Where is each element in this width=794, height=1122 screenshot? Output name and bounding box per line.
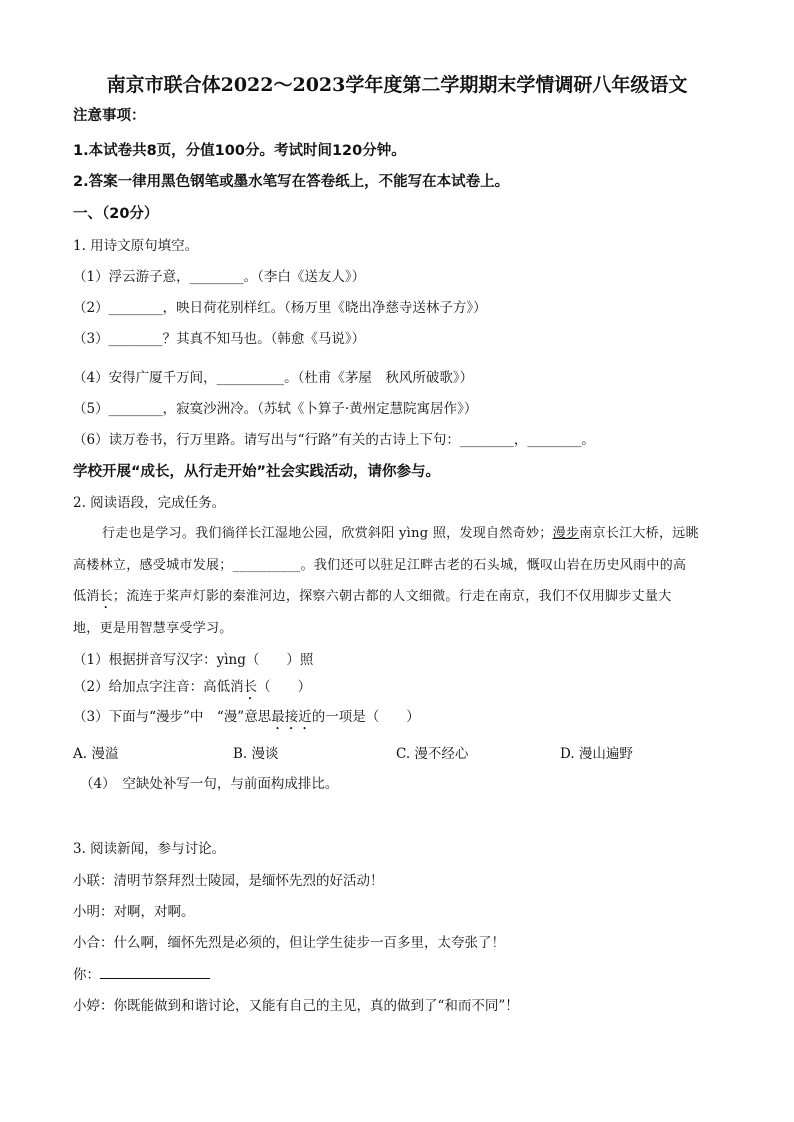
q2-stem: 2. 阅读语段，完成任务。 [73,495,226,511]
notice-item: 1.本试卷共8页，分值100分。考试时间120分钟。 [73,143,406,159]
dialogue-line: 小明：对啊，对啊。 [73,904,195,920]
notice-item: 2.答案一律用黑色钢笔或墨水笔写在答卷纸上，不能写在本试卷上。 [73,174,510,190]
dotted-text: 最接近 [271,709,312,725]
q1-item: （1）浮云游子意，________。（李白《送友人》） [73,269,366,285]
dotted-char: 长 [243,679,258,695]
passage-line: 低消长；流连于桨声灯影的秦淮河边，探察六朝古都的人文细微。行走在南京，我们不仅用脚步丈量大 [73,589,672,604]
q1-item: （3）________？其真不知马也。（韩愈《马说》） [73,331,366,347]
q1-stem: 1. 用诗文原句填空。 [73,238,199,254]
underlined-word: 漫步 [552,526,580,541]
answer-blank: ________ [459,432,514,448]
dialogue-line: 小联：清明节祭拜烈士陵园，是缅怀先烈的好活动！ [73,873,384,889]
answer-blank: ________ [108,401,163,417]
page-title: 南京市联合体2022～2023学年度第二学期期末学情调研八年级语文 [106,74,688,96]
q1-item: （4）安得广厦千万间，__________。（杜甫《茅屋 秋风所破歌》） [73,370,474,386]
answer-blank: ________ [527,432,582,448]
q2-sub: （1）根据拼音写汉字：yìng（ ）照 [73,652,314,668]
answer-blank: __________ [232,558,301,573]
answer-blank: ________ [108,331,163,347]
passage-line: 行走也是学习。我们徜徉长江湿地公园，欣赏斜阳 yìng 照，发现自然奇妙；漫步南京长江大桥，远眺 [102,526,699,541]
dialogue-line: 小合：什么啊，缅怀先烈是必须的，但让学生徒步一百多里，太夸张了！ [73,935,505,951]
option-c: C. 漫不经心 [396,746,469,762]
section-heading: 一、（20分） [73,206,159,222]
q2-sub: （3）下面与“漫步”中 “漫”意思最接近的一项是（ ） [73,709,420,725]
option-b: B. 漫谈 [233,746,279,762]
answer-blank: __________ [216,370,285,386]
q2-sub: （2）给加点字注音：高低消长（ ） [73,679,312,695]
q1-item: （2）________，映日荷花别样红。（杨万里《晓出净慈寺送林子方》） [73,300,487,316]
dotted-char: 长 [99,589,113,604]
option-a: A. 漫溢 [73,746,119,762]
answer-line [100,965,210,979]
passage-line: 高楼林立，感受城市发展；__________。我们还可以驻足江畔古老的石头城，慨叹山岩在历史风雨中的高 [73,558,687,573]
q3-stem: 3. 阅读新闻，参与讨论。 [73,841,226,857]
passage-line: 地，更是用智慧享受学习。 [73,621,233,636]
q1-item: （6）读万卷书，行万里路。请写出与“行路”有关的古诗上下句：________，________。 [73,432,595,448]
dialogue-line: 你： [73,965,210,984]
activity-heading: 学校开展“成长，从行走开始”社会实践活动，请你参与。 [73,464,441,480]
option-d: D. 漫山遍野 [560,746,633,762]
q1-item: （5）________，寂寞沙洲冷。（苏轼《卜算子·黄州定慧院寓居作》） [73,401,478,417]
dialogue-line: 小婷：你既能做到和谐讨论，又能有自己的主见，真的做到了“和而不同”！ [73,998,519,1014]
q2-sub: （4） 空缺处补写一句，与前面构成排比。 [80,776,339,792]
answer-blank: ________ [108,300,163,316]
answer-blank: ________ [189,269,244,285]
notice-heading: 注意事项： [73,108,146,124]
